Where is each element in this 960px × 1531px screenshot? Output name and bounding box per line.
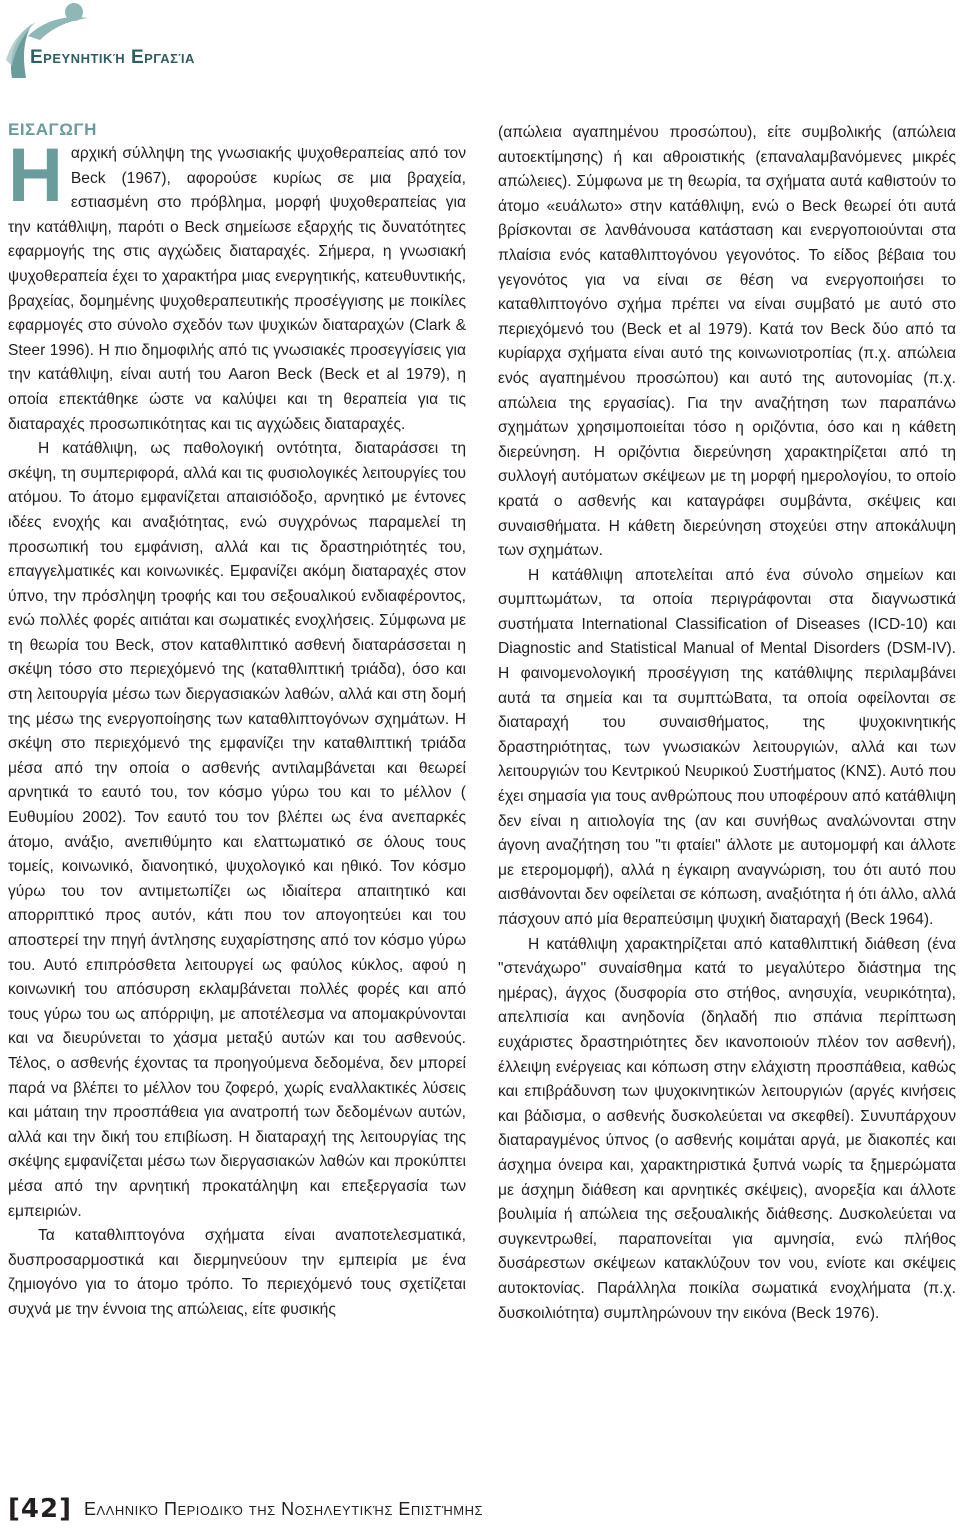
paragraph: (απώλεια αγαπημένου προσώπου), είτε συμβολικής (απώλεια αυτοεκτίμησης) ή και αθροιστικής (επαναλαμβανόμενες μικρές απώλειες). Σύμφωνα με τη θεωρία, τα σχήματα αυτά καθιστούν το άτομο «ευάλωτο» στην κατάθλιψη, ενώ ο Beck θεωρεί ότι αυτά βρίσκονται σε λανθάνουσα κατάσταση και ενεργοποιούνται στα πλαίσια ενός καταθλιπτογόνου γεγονότος. Το είδος βέβαια του γεγονότος για να είναι σε θέση να ενεργοποιήσει το καταθλιπτογόνο σχήμα πρέπει να είναι συμβατό με αυτό στο περιεχόμενό του (Beck et al 1979). Κατά τον Beck δύο από τα κυρίαρχα σχήματα είναι αυτό της κοινωνιοτροπίας (π.χ. απώλεια ενός αγαπημένου προσώπου) και αυτό της αυτονομίας (π.χ. απώλεια της εργασίας). Για την αναζήτηση των παραπάνω σχημάτων χρησιμοποιείται τόσο η οριζόντια, όσο και η κάθετη διερεύνηση. Η οριζόντια διερεύνηση χαρακτηρίζεται από τη συλλογή αυτόματων σκέψεων με τη μορφή ημερολογίου, το οποίο κρατά ο ασθενής και καταγράφει συμβάντα, σκέψεις και συναισθήματα. Η κάθετη διερεύνηση στοχεύει στην αποκάλυψη των σχημάτων. — [498, 124, 956, 560]
paragraph-text: αρχική σύλληψη της γνωσιακής ψυχοθεραπείας από τον Beck (1967), αφορούσε κυρίως σε μια βραχεία, εστιασμένη στο πρόβλημα, μορφή ψυχοθεραπείας για την κατάθλιψη, παρότι ο Beck σημείωσε εξαρχής τις δυνατότητες εφαρμογής της στις αγχώδεις διαταραχές. Σήμερα, η γνωσιακή ψυχοθεραπεία έχει το χαρακτήρα μιας ενεργητικής, κατευθυντικής, βραχείας, δομημένης ψυχοθεραπευτικής προσέγγισης με ποικίλες εφαρμογές στο σύνολο σχεδόν των ψυχικών διαταραχών (Clark & Steer 1996). Η πιο δημοφιλής από τις γνωσιακές προσεγγίσεις για την κατάθλιψη, είναι αυτή του Aaron Beck (Beck et al 1979), η οποία επεκτάθηκε ώστε να καλύψει και τη θεραπεία για τις διαταραχές προσωπικότητας και τις αγχώδεις διαταραχές. — [8, 145, 466, 433]
paragraph: Η κατάθλιψη, ως παθολογική οντότητα, διαταράσσει τη σκέψη, τη συμπεριφορά, αλλά και τις φυσιολογικές λειτουργίες του ατόμου. Το άτομο εμφανίζεται απαισιόδοξο, αρνητικό με έντονες ιδέες ενοχής και αναξιότητας, ενώ συγχρόνως παραμελεί τη προσωπική του εμφάνιση, αλλά και τις δραστηριότητές του, επαγγελματικές και κοινωνικές. Εμφανίζει ακόμη διαταραχές στον ύπνο, την πρόσληψη τροφής και του σεξουαλικού ενδιαφέροντος, ενώ πολλές φορές αιτιάται και σωματικές ενοχλήσεις. Σύμφωνα με τη θεωρία του Beck, στον καταθλιπτικό ασθενή διαταράσσεται η σκέψη τόσο στο περιεχόμενό της (καταθλιπτική τριάδα), όσο και στη λειτουργία μέσω των διεργασιακών λαθών, αλλά και στη δομή της μέσω της ενεργοποίησης των καταθλιπτογόνων σχημάτων. Η σκέψη στο περιεχόμενό της εμφανίζει την καταθλιπτική τριάδα μέσα από την οποία ο ασθενής αντιλαμβάνεται και θεωρεί αρνητικά το εαυτό του, τον κόσμο γύρω του και το μέλλον ( Ευθυμίου 2002). Τον εαυτό του τον βλέπει ως ένα ανεπαρκές άτομο, ανάξιο, ανεπιθύμητο και ελαττωματικό σε όλους τους τομείς, κοινωνικό, διανοητικό, ψυχολογικό και ηθικό. Τον κόσμο γύρω του τον αντιμετωπίζει ως ιδιαίτερα απαιτητικό και απορριπτικό προς αυτόν, κάτι που τον απογοητεύει και του αποστερεί την πηγή άντλησης ευχαρίστησης από τον κόσμο γύρω του. Αυτό επιπρόσθετα λειτουργεί ως φαύλος κύκλος, αφού η κοινωνική του απόσυρση εκλαμβάνεται πολλές φορές και από τους γύρω του ως απόρριψη, με αποτέλεσμα να απομακρύνονται και να διευρύνεται το χάσμα μεταξύ αυτών και του ασθενούς. Τέλος, ο ασθενής έχοντας τα προηγούμενα δεδομένα, δεν μπορεί παρά να βλέπει το μέλλον του ζοφερό, χωρίς εναλλακτικές λύσεις και μάταιη την προσπάθεια για ανατροπή των δεδομένων αυτών, αλλά και την δική του επιβίωση. Η διαταραχή της λειτουργίας της σκέψης εμφανίζεται μέσω των διεργασιακών λαθών και προκύπτει μέσα από την αρνητική προκατάληψη και επεξεργασία των εμπειριών. — [8, 440, 466, 1220]
right-column — [498, 121, 956, 1326]
paragraph: Τα καταθλιπτογόνα σχήματα είναι αναποτελεσματικά, δυσπροσαρμοστικά και διερμηνεύουν την εμπειρία με ένα ζημιογόνο για το άτομο τρόπο. Το περιεχόμενό τους σχετίζεται συχνά με την έννοια της απώλειας, είτε φυσικής — [8, 1227, 466, 1318]
paragraph — [8, 133, 466, 437]
paragraph: Η κατάθλιψη χαρακτηρίζεται από καταθλιπτική διάθεση (ένα "στενάχωρο" συναίσθημα κατά το μεγαλύτερο διάστημα της ημέρας), άγχος (δυσφορία στο στήθος, ανησυχία, νευρικότητα), απελπισία και ανηδονία (δηλαδή πιο σπάνια περίπτωση ευχάριστες δραστηριότητες δεν ικανοποιούν πλέον τον ασθενή), έλλειψη ενέργειας και κόπωση στην ελάχιστη προσπάθεια, καθώς και επιβράδυνση των ψυχοκινητικών λειτουργιών (αργές κινήσεις και βάδισμα, ο ασθενής δυσκολεύεται να σκεφθεί). Συνυπάρχουν διαταραγμένος ύπνος (ο ασθενής κοιμάται αργά, με διακοπές και άσχημα όνειρα και, χαρακτηριστικά ξυπνά νωρίς τα ξημερώματα με άσχημη διάθεση και αρνητικές σκέψεις), ανορεξία και άλλοτε βουλιμία ή απώλεια της σεξουαλικής διάθεσης. Δυσκολεύεται να συγκεντρωθεί, παραπονείται για αμνησία, ενώ πλήθος δυσάρεστων σκέψεων κατακλύζουν τον νου, ενίοτε και σκέψεις αυτοκτονίας. Παράλληλα ποικίλα σωματικά ενοχλήματα (π.χ. δυσκοιλιότητα) συμπληρώνουν την εικόνα (Beck 1976). — [498, 935, 956, 1322]
section-label: Ερευνητική Εργασία — [30, 47, 195, 68]
section-title: ΕΙΣΑΓΩΓΗ — [8, 120, 97, 139]
left-column — [8, 118, 466, 1323]
page-number: [42] — [8, 1494, 72, 1524]
paragraph: Η κατάθλιψη αποτελείται από ένα σύνολο σημείων και συμπτωμάτων, τα οποία περιγράφονται στα διαγνωστικά συστήματα International Classification of Diseases (ICD-10) και Diagnostic and Statistical Manual of Mental Disorders (DSM-IV). Η φαινομενολογική προσέγγιση της κατάθλιψης περιλαμβάνει αυτά τα σημεία και τα συμπτώΒατα, τα οποία οφείλονται σε διαταραχή του συναισθήματος, της ψυχοκινητικής δραστηριότητας, των γνωσιακών λειτουργιών, αλλά και των λειτουργιών του Κεντρικού Νευρικού Συστήματος (ΚΝΣ). Αυτό που έχει σημασία για τους ανθρώπους που υποφέρουν από κατάθλιψη δεν είναι η αιτιολογία της (αν και συνήθως αναλώνονται στην άγονη αναζήτηση του "τι φταίει" άλλοτε με αυτομομφή και άλλοτε με ετερομομφή), αλλά η έγκαιρη αναγνώριση, του ότι αυτό που αισθάνονται δεν οφείλεται σε κόπωση, αναξιότητα ή ότι άλλο, αλλά πάσχουν από μία θεραπεύσιμη ψυχική διαταραχή (Beck 1964). — [498, 566, 956, 928]
dropcap: Η — [8, 133, 63, 218]
journal-name: Ελληνικό Περιοδικό της Νοσηλευτικής Επιστήμης — [83, 1498, 483, 1519]
footer — [8, 1492, 483, 1526]
